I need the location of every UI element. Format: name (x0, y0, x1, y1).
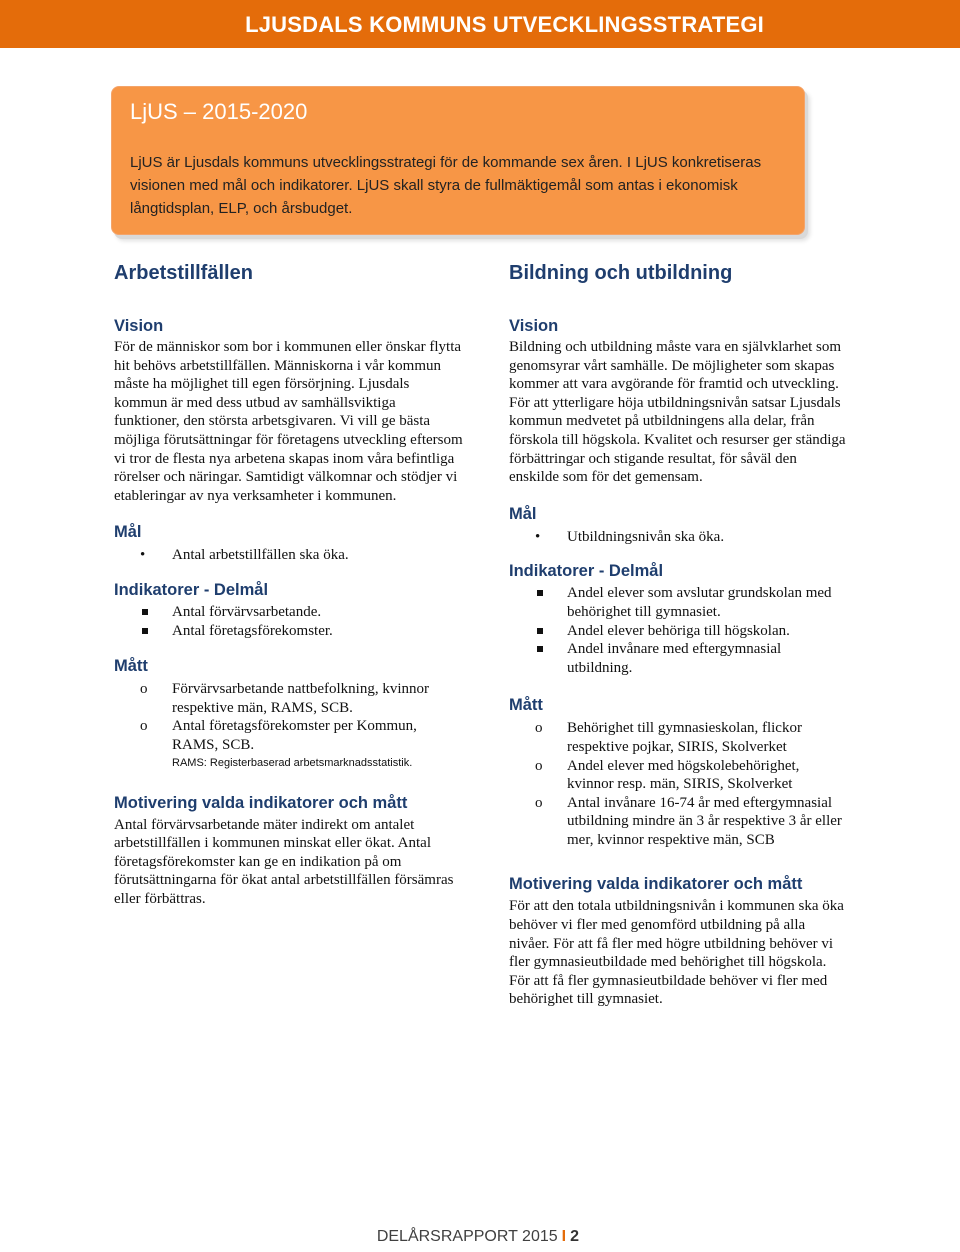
motivering-text: Antal förvärvsarbetande mäter indirekt om antalet arbetstillfällen i kommunen minskat eller ökat. Antal företagsförekomster kan ge en indikation på om förutsättningarna för ökat antal arbetstillfällen försämras eller förbättras. (114, 816, 454, 907)
intro-box (111, 86, 805, 235)
list-item: Antal förvärvsarbetande. (114, 603, 464, 622)
list-item: o Antal invånare 16-74 år med eftergymnasial utbildning mindre än 3 år respektive 3 år eller mer, kvinnor respektive män, SCB (535, 794, 842, 848)
indikatorer-heading: Indikatorer - Delmål (114, 580, 269, 599)
mal-heading: Mål (509, 504, 537, 523)
list-item: • Utbildningsnivån ska öka. (535, 528, 725, 545)
list-item: • Antal arbetstillfällen ska öka. (140, 547, 349, 564)
circle-bullet-icon: o (535, 757, 543, 774)
mal-list (114, 546, 464, 565)
page-number: 2 (570, 1228, 579, 1245)
matt-heading: Mått (114, 657, 148, 676)
matt-heading: Mått (509, 696, 543, 715)
vision-heading: Vision (509, 317, 559, 335)
list-item: o Andel elever med högskolebehörighet, kvinnor resp. män, SIRIS, Skolverket (535, 757, 800, 793)
mal-heading: Mål (114, 523, 142, 542)
list-item: o Antal företagsförekomster per Kommun, RAMS, SCB. (140, 718, 417, 753)
list-item: o Förvärvsarbetande nattbefolkning, kvinnor respektive män, RAMS, SCB. (140, 681, 430, 716)
circle-bullet-icon: o (140, 718, 148, 735)
square-bullet-icon (537, 628, 543, 634)
list-item: o Behörighet till gymnasieskolan, flickor respektive pojkar, SIRIS, Skolverket (535, 720, 802, 755)
section-title-arbetstillfallen: Arbetstillfällen (114, 262, 253, 284)
vision-heading: Vision (114, 317, 164, 335)
matt-list (509, 719, 849, 849)
indikatorer-list (114, 603, 464, 640)
circle-bullet-icon: o (535, 794, 543, 811)
list-item: Andel elever som avslutar grundskolan med behörighet till gymnasiet. (509, 584, 849, 621)
list-item: Andel elever behöriga till högskolan. (509, 622, 849, 641)
mal-list (509, 528, 849, 547)
motivering-heading: Motivering valda indikatorer och mått (114, 793, 408, 812)
motivering-heading: Motivering valda indikatorer och mått (509, 875, 803, 894)
page-footer (377, 1228, 579, 1246)
intro-heading: LjUS – 2015-2020 (130, 99, 308, 124)
right-column (509, 262, 849, 1009)
square-bullet-icon (142, 609, 148, 615)
rams-note: RAMS: Registerbaserad arbetsmarknadsstatistik. (172, 756, 413, 769)
left-column (114, 262, 464, 908)
circle-bullet-icon: o (140, 681, 148, 698)
square-bullet-icon (142, 628, 148, 634)
list-item: Andel invånare med eftergymnasial utbildning. (509, 640, 849, 677)
square-bullet-icon (537, 590, 543, 596)
square-bullet-icon (537, 646, 543, 652)
intro-text: LjUS är Ljusdals kommuns utvecklingsstrategi för de kommande sex åren. I LjUS konkretiseras visionen med mål och indikatorer. LjUS skall styra de fullmäktigemål som antas i ekonomisk långtidsplan, ELP, och årsbudget. (130, 154, 762, 217)
bullet-dot-icon: • (535, 528, 541, 545)
vision-text: Bildning och utbildning måste vara en självklarhet som genomsyrar vårt samhälle. De möjligheter som skapas kommer att vara avgörande för framtid och utveckling. För att ytterligare höja utbildningsnivån satsar Ljusdals kommun medvetet på utbildningens alla delar, från förskola till högskola. Kvalitet och resurser ger ständiga förbättringar och stigande resultat, för såväl den enskilde som för det gemensam. (509, 339, 846, 486)
motivering-text: För att den totala utbildningsnivån i kommunen ska öka behöver vi fler med genomförd utbildning på alla nivåer. För att få fler med högre utbildning behöver vi fler gymnasieutbildade med behörighet till högskola. För att få fler gymnasieutbildade behöver vi fler med behörighet till gymnasiet. (509, 898, 844, 1008)
indikatorer-heading: Indikatorer - Delmål (509, 562, 664, 581)
list-item: Antal företagsförekomster. (114, 622, 464, 641)
footer-separator: I (561, 1228, 567, 1245)
document-title: LJUSDALS KOMMUNS UTVECKLINGSSTRATEGI (245, 12, 764, 37)
footer-label: DELÅRSRAPPORT 2015 (376, 1228, 558, 1245)
vision-text: För de människor som bor i kommunen eller önskar flytta hit behövs arbetstillfällen. Människorna i vår kommun måste ha möjlighet till egen försörjning. Ljusdals kommun är med dess utbud av samhällsviktiga funktioner, den största arbetsgivaren. Vi vill ge bästa möjliga förutsättningar för företagens utveckling eftersom vi tror de flesta nya arbetena skapas inom våra befintliga rörelser och näringar. Samtidigt välkomnar och stödjer vi etableringar av nya verksamheter i kommunen. (114, 339, 463, 504)
section-title-bildning: Bildning och utbildning (509, 262, 733, 284)
matt-list (114, 680, 464, 754)
header-bar (0, 0, 960, 48)
circle-bullet-icon: o (535, 720, 543, 737)
bullet-dot-icon: • (140, 547, 146, 564)
indikatorer-list (509, 584, 849, 677)
